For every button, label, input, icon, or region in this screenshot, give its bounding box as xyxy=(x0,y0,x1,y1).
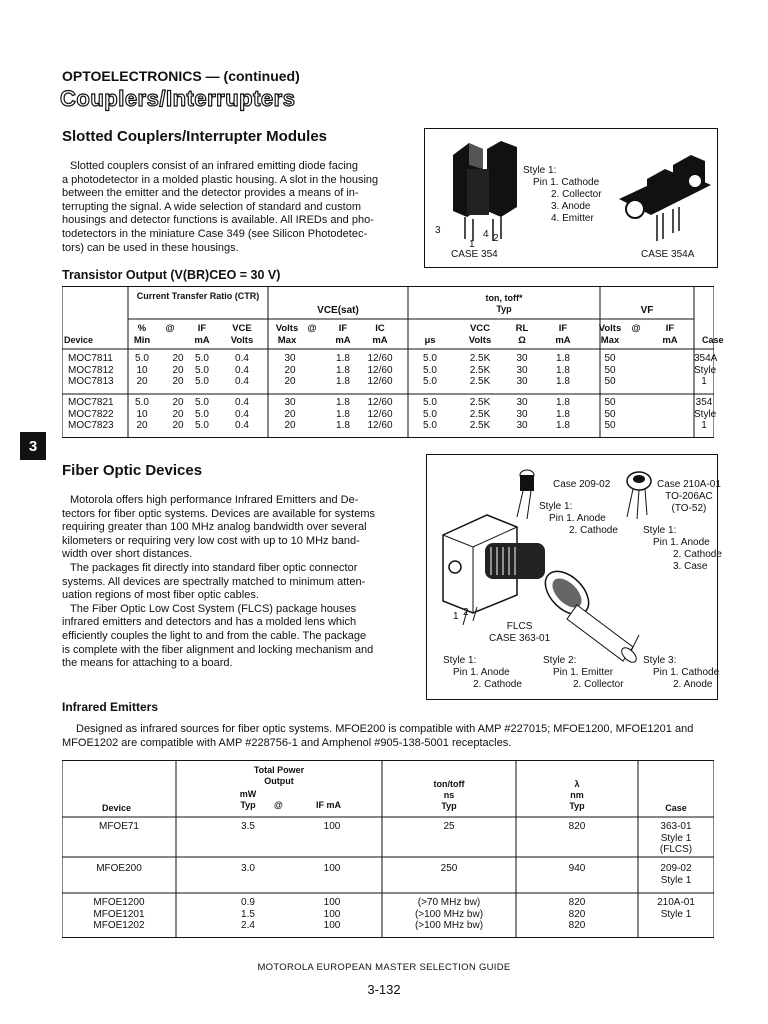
table-cell: 50 xyxy=(604,420,616,431)
table-cell: 1.8 xyxy=(556,353,570,364)
col-head-top: % xyxy=(137,323,147,334)
table-cell: 30 xyxy=(284,397,296,408)
col-head-top: RL xyxy=(515,323,529,334)
style-title: Style 1: xyxy=(523,165,557,176)
col-head-bottom: Volts xyxy=(230,335,254,346)
flcs-housing-drawing xyxy=(443,515,545,625)
case-header: Case xyxy=(665,803,687,813)
paragraph-line: uation regions of most fiber optic cables. xyxy=(62,589,259,602)
col-head-bottom: μs xyxy=(424,335,436,346)
emitter-ton: (>70 MHz bw) xyxy=(417,897,481,908)
emitters-table xyxy=(62,760,714,938)
table-cell: 1.8 xyxy=(336,376,350,387)
table-cell: 30 xyxy=(516,397,528,408)
paragraph-line: between the emitter and the detector provides a means of in- xyxy=(62,187,359,200)
col-head-bottom: Volts xyxy=(468,335,492,346)
col-head-top: Volts xyxy=(275,323,299,334)
slotted-figure xyxy=(424,128,718,268)
emitter-ton: (>100 MHz bw) xyxy=(414,908,484,920)
table-row-device: MOC7811 xyxy=(68,353,113,364)
emitter-case: (FLCS) xyxy=(659,844,693,855)
col-head-top: VCC xyxy=(469,323,491,334)
table-row-device: MOC7823 xyxy=(68,420,114,431)
lambda-header: λ nm Typ xyxy=(569,779,585,811)
table-cell: 20 xyxy=(172,397,184,408)
page-number: 3-132 xyxy=(367,982,401,997)
emitter-case: Style 1 xyxy=(660,908,692,920)
col-head-top: IF xyxy=(558,323,568,334)
case-210a-01-drawing xyxy=(627,472,651,519)
footer-guide: MOTOROLA EUROPEAN MASTER SELECTION GUIDE xyxy=(257,962,511,973)
table-cell: 1.8 xyxy=(556,376,570,387)
col-head-bottom: mA xyxy=(335,335,351,346)
table-cell: 5.0 xyxy=(423,397,437,408)
transistor-output-heading: Transistor Output (V(BR)CEO = 30 V) xyxy=(62,268,281,282)
col-head-top: IF xyxy=(197,323,207,334)
table-cell: 1.8 xyxy=(336,408,350,420)
pin-2: 2. Collector xyxy=(551,189,602,200)
table-cell: 20 xyxy=(172,408,184,420)
emitter-mw: 0.9 xyxy=(241,897,255,908)
table-cell: 0.4 xyxy=(235,408,249,420)
table-cell: 30 xyxy=(516,420,528,431)
table-cell: 2.5K xyxy=(469,376,491,387)
table-cell: 2.5K xyxy=(469,353,491,364)
emitter-nm: 820 xyxy=(568,920,586,931)
device-col-header: Device xyxy=(64,335,94,345)
emitter-case: 210A-01 xyxy=(657,897,695,908)
flcs-pin-2: 2 xyxy=(463,607,469,618)
table-cell: 5.0 xyxy=(195,376,209,387)
case-210a-01-label: Case 210A-01 TO-206AC (TO-52) xyxy=(657,479,721,514)
emitter-case: 209-02 xyxy=(660,863,692,874)
case-209-02-drawing xyxy=(517,470,534,519)
table-cell: 20 xyxy=(284,420,296,431)
table-cell: 5.0 xyxy=(195,420,209,431)
table-cell: 20 xyxy=(172,353,184,364)
table-cell: 20 xyxy=(136,376,148,387)
table-cell: 5.0 xyxy=(195,397,209,408)
pin-1: Pin 1. Cathode xyxy=(533,177,600,188)
paragraph-line: housings and detector functions is available. All IREDs and pho- xyxy=(62,214,374,227)
emitter-device: MFOE1202 xyxy=(93,920,145,931)
paragraph-line: requiring greater than 100 MHz analog bandwidth over several xyxy=(62,521,367,534)
table-cell: 12/60 xyxy=(367,397,393,408)
emitter-device: MFOE71 xyxy=(98,821,139,832)
table-cell: 50 xyxy=(604,364,616,376)
table-cell: 0.4 xyxy=(235,353,249,364)
ton-toff-header: ton/toff ns Typ xyxy=(433,779,465,811)
case-cell: 354A xyxy=(694,353,718,364)
transistor-table xyxy=(62,286,724,438)
table-cell: 10 xyxy=(136,408,148,420)
table-cell: 0.4 xyxy=(235,376,249,387)
table-cell: 5.0 xyxy=(195,408,209,420)
col-head-bottom: mA xyxy=(372,335,388,346)
table-row-device: MOC7813 xyxy=(68,376,114,387)
paragraph-line: efficiently couples the light to and from the cable. The package xyxy=(62,629,367,642)
table-cell: 2.5K xyxy=(469,397,491,408)
table-cell: 20 xyxy=(284,408,296,420)
table-cell: 50 xyxy=(604,376,616,387)
col-head-bottom: Max xyxy=(277,335,297,346)
fiber-style-2: Style 2: Pin 1. Emitter 2. Collector xyxy=(543,655,624,690)
table-cell: 20 xyxy=(284,376,296,387)
emitter-if: 100 xyxy=(323,897,341,908)
table-cell: 2.5K xyxy=(469,420,491,431)
paragraph-line: The Fiber Optic Low Cost System (FLCS) package houses xyxy=(70,602,357,615)
table-cell: 5.0 xyxy=(423,353,437,364)
table-cell: 0.4 xyxy=(235,420,249,431)
flcs-case-label: FLCS CASE 363-01 xyxy=(489,621,551,644)
emitter-mw: 3.5 xyxy=(241,821,255,832)
paragraph-line: kilometers or requiring very low cost with up to 10 MHz band- xyxy=(62,534,360,547)
col-head-top: @ xyxy=(307,323,317,334)
table-cell: 12/60 xyxy=(367,364,393,376)
paragraph-line: The packages fit directly into standard fiber optic connector xyxy=(70,561,358,574)
table-cell: 5.0 xyxy=(195,353,209,364)
col-head-bottom: mA xyxy=(662,335,678,346)
case-354a-drawing xyxy=(619,155,711,241)
table-cell: 50 xyxy=(604,353,616,364)
emitter-mw: 3.0 xyxy=(241,863,255,874)
paragraph-line: systems. All devices are spectrally matched to minimum atten- xyxy=(62,575,366,588)
table-row-device: MOC7812 xyxy=(68,364,114,376)
emitter-nm: 940 xyxy=(568,863,586,874)
paragraph-line: infrared emitters and detectors and has a molded lens which xyxy=(62,616,357,629)
case-cell: Style 1 xyxy=(694,409,717,431)
case-210a-01-style: Style 1: Pin 1. Anode 2. Cathode 3. Case xyxy=(643,525,722,572)
emitter-nm: 820 xyxy=(568,908,586,920)
emitter-ton: 250 xyxy=(440,863,458,874)
col-head-bottom: Max xyxy=(600,335,620,346)
table-cell: 50 xyxy=(604,408,616,420)
emitter-mw: 2.4 xyxy=(241,920,255,931)
emitter-if: 100 xyxy=(323,908,341,920)
fiber-figure xyxy=(426,454,722,700)
section-tab: 3 xyxy=(20,432,46,460)
table-cell: 20 xyxy=(284,364,296,376)
table-cell: 30 xyxy=(516,364,528,376)
total-power-header: Total Power Output xyxy=(253,765,305,786)
table-cell: 12/60 xyxy=(367,408,393,420)
emitter-case: 363-01 xyxy=(660,821,692,832)
table-cell: 1.8 xyxy=(336,420,350,431)
table-cell: 30 xyxy=(516,376,528,387)
emitter-case: Style 1 xyxy=(660,874,692,886)
emitter-device: MFOE200 xyxy=(96,863,142,874)
emitter-device: MFOE1200 xyxy=(93,897,145,908)
emitter-device: MFOE1201 xyxy=(93,908,145,920)
vf-group-header: VF xyxy=(640,305,654,316)
table-cell: 1.8 xyxy=(336,353,350,364)
at-header: @ xyxy=(274,800,283,810)
table-cell: 20 xyxy=(172,364,184,376)
paragraph-line: tectors for fiber optic systems. Devices are available for systems xyxy=(62,507,375,520)
emitters-heading: Infrared Emitters xyxy=(62,700,159,714)
col-head-top: VCE xyxy=(232,323,252,334)
table-cell: 5.0 xyxy=(423,364,437,376)
paragraph-line: todetectors in the miniature Case 349 (see Silicon Photodetec- xyxy=(62,227,368,240)
emitter-ton: 25 xyxy=(443,821,455,832)
fiber-paragraphs xyxy=(62,494,380,671)
table-cell: 20 xyxy=(172,376,184,387)
col-head-top: @ xyxy=(631,323,641,334)
col-head-top: IC xyxy=(375,323,385,334)
pin-3: 3. Anode xyxy=(551,201,591,212)
table-cell: 30 xyxy=(516,408,528,420)
paragraph-line: a photodetector in a molded plastic housing. A slot in the housing xyxy=(62,173,379,186)
case-cell: 354 xyxy=(695,397,713,408)
table-cell: 12/60 xyxy=(367,420,393,431)
fiber-cable-drawing xyxy=(537,563,639,665)
table-cell: 10 xyxy=(136,364,148,376)
pin-mark-2: 2 xyxy=(493,233,499,244)
table-cell: 0.4 xyxy=(235,397,249,408)
table-cell: 1.8 xyxy=(556,397,570,408)
case-cell: Style 1 xyxy=(694,365,717,387)
col-head-bottom: mA xyxy=(194,335,210,346)
flcs-pin-1: 1 xyxy=(453,611,459,622)
col-head-top: IF xyxy=(665,323,675,334)
case-354-drawing xyxy=(453,141,517,241)
table-cell: 1.8 xyxy=(556,408,570,420)
pin-mark-4: 4 xyxy=(483,229,489,240)
emitter-mw: 1.5 xyxy=(241,908,255,920)
table-cell: 5.0 xyxy=(135,353,149,364)
table-cell: 5.0 xyxy=(195,364,209,376)
table-cell: 12/60 xyxy=(367,376,393,387)
table-cell: 1.8 xyxy=(336,397,350,408)
paragraph-line: Motorola offers high performance Infrared Emitters and De- xyxy=(70,494,359,506)
table-row-device: MOC7822 xyxy=(68,408,114,420)
vce-sat-group-header: VCE(sat) xyxy=(317,305,359,316)
paragraph-line: width over short distances. xyxy=(62,548,193,561)
table-cell: 30 xyxy=(284,353,296,364)
table-cell: 20 xyxy=(172,420,184,431)
table-cell: 5.0 xyxy=(135,397,149,408)
pin-4: 4. Emitter xyxy=(551,213,594,224)
col-head-bottom: Ω xyxy=(518,335,526,346)
table-cell: 5.0 xyxy=(423,420,437,431)
emitter-if: 100 xyxy=(323,821,341,832)
col-head-top: @ xyxy=(165,323,175,334)
table-row-device: MOC7821 xyxy=(68,397,114,408)
slotted-heading: Slotted Couplers/Interrupter Modules xyxy=(62,128,328,145)
emitter-ton: (>100 MHz bw) xyxy=(414,920,484,931)
paragraph-line: Slotted couplers consist of an infrared emitting diode facing xyxy=(70,160,358,172)
table-cell: 30 xyxy=(516,353,528,364)
fiber-style-3: Style 3: Pin 1. Cathode 2. Anode xyxy=(643,655,720,690)
table-cell: 2.5K xyxy=(469,408,491,420)
col-head-top: Volts xyxy=(598,323,622,334)
case-209-02-style: Style 1: Pin 1. Anode 2. Cathode xyxy=(539,501,618,536)
table-cell: 5.0 xyxy=(423,376,437,387)
table-cell: 1.8 xyxy=(556,420,570,431)
table-cell: 12/60 xyxy=(367,353,393,364)
emitter-if: 100 xyxy=(323,920,341,931)
table-cell: 20 xyxy=(136,420,148,431)
fiber-heading: Fiber Optic Devices xyxy=(62,462,203,479)
paragraph-line: the means for attaching to a board. xyxy=(62,657,233,670)
paragraph-line: is complete with the fiber alignment and locking mechanism and xyxy=(62,643,374,656)
emitters-intro: Designed as infrared sources for fiber optic systems. MFOE200 is compatible with AMP #227015; MFOE1200, MFOE1201 and MFOE1202 are compatible with AMP #228756-1 and Amphenol #905-138-5001 receptacles. xyxy=(62,723,694,749)
slotted-paragraph xyxy=(62,160,380,255)
case-354-label: CASE 354 xyxy=(451,249,498,260)
table-cell: 50 xyxy=(604,397,616,408)
col-head-top: IF xyxy=(338,323,348,334)
emitter-case: Style 1 xyxy=(660,832,692,844)
fiber-style-1: Style 1: Pin 1. Anode 2. Cathode xyxy=(443,655,522,690)
table-cell: 2.5K xyxy=(469,364,491,376)
table-cell: 1.8 xyxy=(336,364,350,376)
mw-typ-header: mW Typ xyxy=(239,789,257,810)
case-209-02-label: Case 209-02 xyxy=(553,479,611,490)
ctr-group-header: Current Transfer Ratio (CTR) xyxy=(136,291,260,301)
pin-mark-1: 1 xyxy=(469,239,475,250)
table-cell: 1.8 xyxy=(556,364,570,376)
table-cell: 0.4 xyxy=(235,364,249,376)
if-ma-header: IF mA xyxy=(316,800,342,810)
case-col-header: Case xyxy=(702,335,724,345)
slotted-style-block xyxy=(523,165,602,225)
emitter-nm: 820 xyxy=(568,897,586,908)
section-title: OPTOELECTRONICS — (continued) xyxy=(62,68,300,84)
col-head-bottom: Min xyxy=(133,335,151,346)
paragraph-line: terrupting the signal. A wide selection of standard and custom xyxy=(62,200,362,213)
paragraph-line: tors) can be used in these housings. xyxy=(62,241,239,254)
table-cell: 5.0 xyxy=(423,408,437,420)
col-head-bottom: mA xyxy=(555,335,571,346)
device-header: Device xyxy=(102,803,132,813)
category-title: Couplers/Interrupters xyxy=(60,86,296,111)
emitter-if: 100 xyxy=(323,863,341,874)
case-354a-label: CASE 354A xyxy=(641,249,695,260)
emitter-nm: 820 xyxy=(568,821,586,832)
pin-mark-3: 3 xyxy=(435,225,441,236)
ton-toff-group-header: ton, toff* Typ xyxy=(485,293,523,314)
